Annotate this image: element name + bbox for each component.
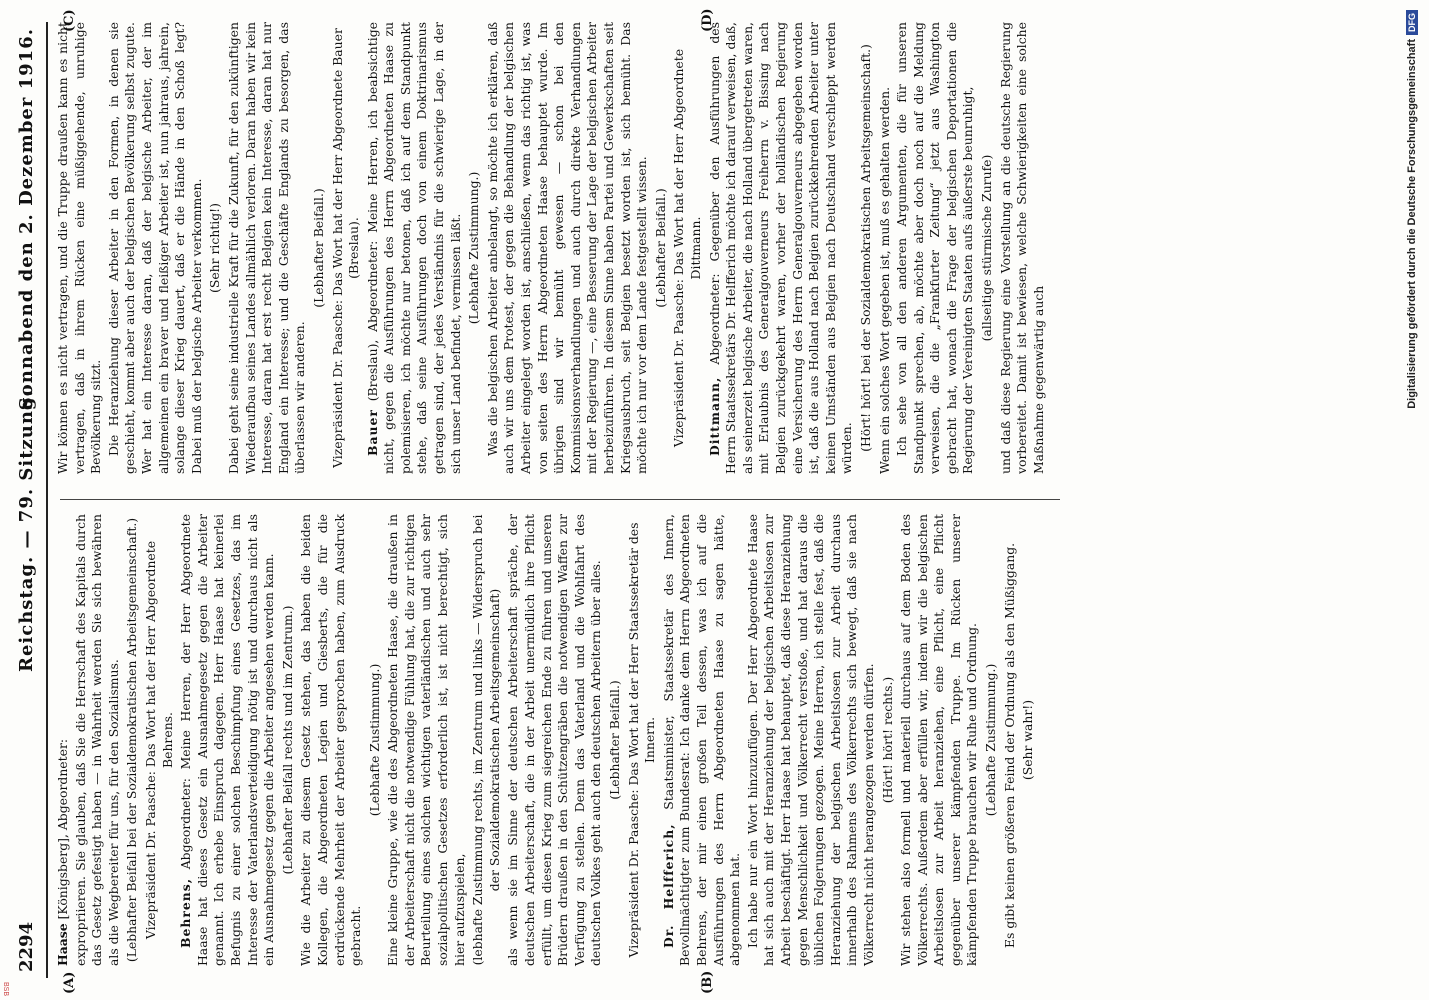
paragraph [178, 514, 278, 966]
reaction-note: (Hört! hört! bei der Sozialdemokratischen Arbeitsgemeinschaft.) [857, 44, 873, 452]
reaction-note: (Lebhafter Beifall.) [607, 680, 622, 800]
margin-mark-b: (B) [700, 970, 715, 994]
margin-mark-c: (C) [62, 9, 77, 32]
reaction-note: (Sehr richtig!) [207, 203, 223, 293]
speech-text: Staatsminister, Staatssekretär des Innern, Bevollmächtigter zum Bundesrat: Ich danke dem Herrn Abgeordneten Behrens, der mir einen großen Teil dessen, was ich auf die Ausführungen des Herrn Abgeordneten Haase zu sagen hätte, abgenommen hat. [660, 514, 743, 966]
paragraph: Ich sehe von all den anderen Argumenten, die für unseren Standpunkt sprechen, ab, möchte aber doch noch auf die Meldung verweisen, die die „Frankfurter Zeitung“ jetzt aus Washington gebracht hat, wonach die Frage der belgischen Deportationen die Regierung der Vereinigten Staaten aufs äußerste beunruhigt, [894, 22, 976, 474]
digitization-note [1399, 0, 1425, 1000]
paragraph [707, 22, 856, 474]
speaker-name: Bauer [364, 409, 380, 456]
paragraph: und daß diese Regierung eine Vorstellung an die deutsche Regierung vorbereitet. Damit ist bewiesen, welche Schwierigkeiten eine solche Maßnahme gegenwärtig auch [997, 22, 1046, 474]
paragraph: Wenn ein solches Wort gegeben ist, muß es gehalten werden. [876, 86, 892, 474]
reaction-note: (Lebhafte Zustimmung.) [466, 171, 482, 325]
header-rule [46, 22, 48, 978]
presiding-remark: Vizepräsident Dr. Paasche: Das Wort hat der Herr Abgeordnete Dittmann. [671, 48, 703, 448]
presiding-remark: Vizepräsident Dr. Paasche: Das Wort hat der Herr Abgeordnete Bauer (Breslau). [329, 28, 362, 468]
paragraph: Wir stehen also formell und materiell durchaus auf dem Boden des Völkerrechts. Außerdem aber erfüllen wir, indem wir die belgischen Arbeitslosen zur Arbeit heranziehen, eine Pflicht, eine Pflicht gegenüber unserer kämpfenden Truppe. Im Rücken unserer kämpfenden Truppe brauchen wir Ruhe und Ordnung. [898, 514, 980, 966]
speaker-name: Dr. Helfferich, [660, 823, 676, 948]
speech-text: Abgeordneter: Meine Herren, der Herr Abgeordnete Haase hat dieses Gesetz ein Ausnahmegesetz gegen die Arbeiter genannt. Ich erhebe Einspruch dagegen. Herr Haase hat keinerlei Befugnis zu einer solchen Beschimpfung eines Gesetzes, das im Interesse der Vaterlandsverteidigung nötig ist und durchaus nicht als ein Ausnahmegesetz gegen die Arbeiter angesehen werden kann. [178, 514, 277, 966]
reaction-note: (Lebhafter Beifall bei der Sozialdemokratischen Arbeitsgemeinschaft.) [124, 517, 140, 963]
session-date: Sonnabend den 2. Dezember 1916. [16, 28, 37, 411]
speaker-name: Dittmann, [706, 376, 722, 456]
margin-mark-d: (D) [700, 8, 715, 32]
paragraph: Es gibt keinen größeren Feind der Ordnung als den Müßiggang. [1001, 542, 1017, 948]
page-number: 2294 [16, 921, 37, 972]
paragraph: Dabei geht seine industrielle Kraft für die Zukunft, für den zukünftigen Wiederaufbau seines Landes allmählich verloren. Daran haben wir kein Interesse, daran hat erst recht Belgien kein Interesse, daran hat nur England ein Interesse; und die Geschäfte Englands zu besorgen, das überlassen wir anderen. [225, 22, 308, 474]
paragraph [661, 514, 744, 966]
reaction-note: (Lebhafte Zustimmung.) [983, 663, 999, 817]
left-column [55, 514, 1039, 966]
reaction-note: (Lebhafter Beifall rechts und im Zentrum.) [279, 605, 295, 875]
paragraph: expropriieren. Sie glauben, daß Sie die Herrschaft des Kapitals durch das Gesetz gefestigt haben — in Wahrheit werden Sie sich bewähren als die Wegbereiter für uns, für den Sozialismus. [72, 514, 121, 966]
digitization-sidebar [1399, 0, 1429, 1000]
paragraph [365, 22, 465, 474]
speech-text: (Breslau), Abgeordneter: Meine Herren, ich beabsichtige nicht, gegen die Ausführungen des Herrn Abgeordneten Haase zu polemisieren, ich möchte nur betonen, daß ich auf dem Standpunkt stehe, daß seine Ausführungen doch von einem Doktrinarismus getragen sind, der jedes Verständnis für die schwierige Lage, in der sich unser Land befindet, vermissen läßt. [364, 22, 463, 474]
presiding-remark: Vizepräsident Dr. Paasche: Das Wort hat der Herr Staatssekretär des Innern. [625, 522, 658, 958]
paragraph: Wir können es nicht vertragen, und die Truppe draußen kann es nicht vertragen, daß in ihrem Rücken eine müßiggehende, unruhige Bevölkerung sitzt. [55, 22, 104, 474]
reaction-note: (Sehr wahr!) [1020, 699, 1036, 781]
paragraph: als wenn sie im Sinne der deutschen Arbeiterschaft spräche, der deutschen Arbeiterschaft, die in der Arbeit unermüdlich ihre Pflicht erfüllt, um diesen Krieg zum siegreichen Ende zu führen und unseren Brüdern draußen in den Schützengräben die notwendigen Waffen zur Verfügung zu stellen. Denn das Vaterland und die Wohlfahrt des deutschen Volkes geht auch den deutschen Arbeitern über alles. [505, 514, 604, 966]
paragraph: Was die belgischen Arbeiter anbelangt, so möchte ich erklären, daß auch wir uns dem Protest, der gegen die Behandlung der belgischen Arbeiter eingelegt worden ist, anschließen, wenn das richtig ist, was von seiten des Herrn Abgeordneten Haase behauptet wurde. Im übrigen sind wir bemüht gewesen — schon bei den Kommissionsverhandlungen und auch durch direkte Verhandlungen mit der Regierung —, eine Besserung der Lage der belgischen Arbeiter herbeizuführen. In diesem Sinne haben Partei und Gewerkschaften seit Kriegsausbruch, seit Belgien besetzt worden ist, sich bemüht. Das möchte ich nur vor dem Lande festgestellt wissen. [484, 22, 650, 474]
paragraph: Ich habe nur ein Wort hinzuzufügen. Der Herr Abgeordnete Haase hat sich auch mit der Heranziehung der belgischen Arbeitslosen zur Arbeit beschäftigt. Herr Haase hat behauptet, daß diese Heranziehung gegen Menschlichkeit und Völkerrecht verstoße, und hat daraus die üblichen Folgerungen gezogen. Meine Herren, ich stelle fest, daß die Heranziehung der belgischen Arbeitslosen zur Arbeit durchaus innerhalb des Rahmens des Völkerrechts sich bewegt, daß sie nach Völkerrecht nicht herangezogen werden dürfen. [744, 514, 876, 966]
reaction-note: (Lebhafte Zustimmung.) [366, 663, 382, 817]
library-mark: BSB [2, 981, 9, 996]
presiding-remark: Vizepräsident Dr. Paasche: Das Wort hat der Herr Abgeordnete Behrens. [142, 540, 175, 940]
speaker-info: [Königsberg], Abgeordneter: [55, 738, 70, 920]
margin-mark-a: (A) [62, 971, 77, 994]
speaker-name: Behrens, [178, 877, 194, 948]
session-title: Reichstag. — 79. Sitzung. [16, 389, 37, 672]
digitization-text: Digitalisierung gefördert durch die Deutsche Forschungsgemeinschaft [1406, 39, 1418, 409]
paragraph: Die Heranziehung dieser Arbeiter in den Formen, in denen sie geschieht, kommt aber auch der belgischen Bevölkerung selbst zugute. Wer hat ein Interesse daran, daß der belgische Arbeiter, der im allgemeinen ein braver und fleißiger Arbeiter ist, nun jahraus, jahrein, solange dieser Krieg dauert, daß er die Hände in den Schoß legt? Dabei muß der belgische Arbeiter verkommen. [105, 22, 204, 474]
speaker-name: Haase [55, 923, 70, 966]
column-divider [60, 499, 1060, 500]
reaction-note: (lebhafte Zustimmung rechts, im Zentrum und links — Widerspruch bei der Sozialdemokratischen Arbeitsgemeinschaft) [470, 514, 502, 966]
dfg-logo: DFG [1406, 10, 1418, 35]
reaction-note: (Hört! hört! rechts.) [879, 676, 895, 804]
paragraph [55, 514, 72, 966]
paragraph: Eine kleine Gruppe, wie die des Abgeordneten Haase, die draußen in der Arbeiterschaft nicht die notwendige Fühlung hat, die zur richtigen Beurteilung eines solchen wichtigen vaterländischen und auch sehr sozialpolitischen Gesetzes erforderlich ist, ist nicht berechtigt, sich hier aufzuspielen, [385, 514, 467, 966]
reaction-note: (allseitige stürmische Zurufe) [979, 154, 995, 342]
reaction-note: (Lebhafter Beifall.) [310, 188, 326, 308]
reaction-note: (Lebhafter Beifall.) [652, 188, 668, 308]
paragraph: Wie die Arbeiter zu diesem Gesetz stehen, das haben die beiden Kollegen, die Abgeordneten Legien und Giesberts, die für die erdrückende Mehrheit der Arbeiter gesprochen haben, zum Ausdruck gebracht. [298, 514, 364, 966]
speech-text: Abgeordneter: Gegenüber den Ausführungen des Herrn Staatssekretärs Dr. Helfferich möchte ich darauf verweisen, daß, als seinerzeit belgische Arbeiter, die nach Holland übergetreten waren, mit Erlaubnis des Generalgouverneurs Freiherrn v. Bissing nach Belgien zurückgekehrt waren, vorher der holländischen Regierung eine Versicherung des Herrn Generalgouverneurs abgegeben worden ist, daß die aus Holland nach Belgien zurückkehrenden Arbeiter unter keinen Umständen aus Belgien nach Deutschland verschleppt werden würden. [706, 22, 855, 474]
page-header [16, 28, 42, 972]
right-column [55, 22, 1048, 474]
